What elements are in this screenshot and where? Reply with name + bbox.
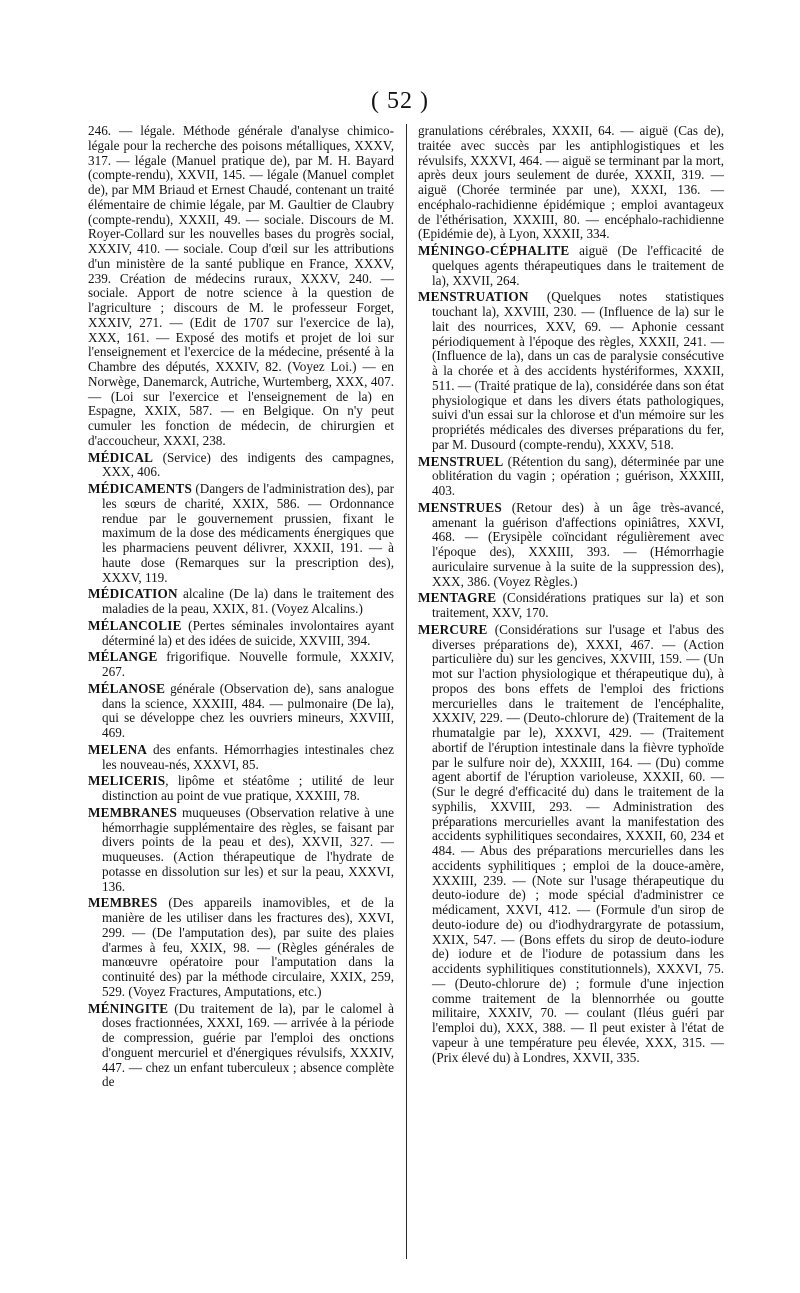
entry-headword: MÉDICAL — [88, 449, 154, 465]
index-entry — [88, 1002, 394, 1091]
entry-text: (Du traitement de la), par le calomel à doses fractionnées, XXXI, 169. — arrivée à la période de compression, guérie par l'emploi des onctions d'onguent mercuriel et d'énergiques révulsifs, XXXIV, 447. — chez un enfant tuberculeux ; absence complète de — [102, 1000, 394, 1090]
entry-text: , lipôme et stéatôme ; utilité de leur distinction au point de vue pratique, XXXIII, 78. — [102, 773, 394, 803]
right-column — [418, 124, 724, 1067]
entry-text: muqueuses (Observation relative à une hémorrhagie supplémentaire des règles, se faisant par divers points de la peau et des), XXVII, 327. — muqueuses. (Action thérapeutique de l'hydrate de potasse en dissolution sur les) et sur la peau, XXXVI, 136. — [102, 804, 394, 894]
entry-text: (Pertes séminales involontaires ayant déterminé la) et des idées de suicide, XXVIII, 394. — [102, 617, 394, 648]
index-entry — [418, 455, 724, 499]
index-entry — [418, 501, 724, 590]
entry-text: (Dangers de l'administration des), par les sœurs de charité, XXIX, 586. — Ordonnance rendue par le gouvernement prussien, fixant le maximum de la dose des médicaments énergiques que les pharmaciens peuvent délivrer, XXXII, 191. — à haute dose (Remarques sur la prescription des), XXXV, 119. — [102, 481, 394, 585]
entry-headword: MÉDICATION — [88, 586, 178, 602]
entry-headword: MENSTRUES — [418, 499, 502, 515]
entry-text: (Quelques notes statistiques touchant la), XXVIII, 230. — (Influence de la) sur le lait des nourrices, XXV, 69. — Aphonie cessant périodiquement à l'époque des règles, XXXII, 241. — (Influence de la), dans un cas de paralysie consécutive à la chorée et à des accidents hystériformes, XXXII, 511. — (Traité pratique de la), considérée dans son état physiologique et dans les divers états pathologiques, suivi d'un essai sur la chlorose et d'un mémoire sur les propriétés médicales des diverses préparations du fer, par M. Dusourd (compte-rendu), XXXV, 518. — [432, 289, 724, 452]
page-number: ( 52 ) — [371, 88, 429, 114]
entry-text: aiguë (De l'efficacité de quelques agents thérapeutiques dans le traitement de la), XXVII, 264. — [432, 243, 724, 288]
entry-text: alcaline (De la) dans le traitement des maladies de la peau, XXIX, 81. (Voyez Alcalins.) — [102, 586, 394, 616]
index-entry — [418, 124, 724, 242]
entry-headword: MENTAGRE — [418, 590, 497, 606]
entry-headword: MENSTRUATION — [418, 289, 529, 305]
index-entry — [88, 451, 394, 481]
entry-headword: MELICERIS — [88, 773, 166, 789]
left-column — [88, 124, 394, 1092]
entry-text: granulations cérébrales, XXXII, 64. — aiguë (Cas de), traitée avec succès par les antiphlogistiques et les révulsifs, XXXVI, 464. — aiguë se terminant par la mort, après deux jours seulement de durée, XXXII, 319. — aiguë (Chorée terminée par une), XXXI, 136. — encéphalo-rachidienne épidémique ; emploi avantageux de l'éthérisation, XXXIII, 80. — encéphalo-rachidienne (Epidémie de), à Lyon, XXXII, 334. — [418, 123, 724, 242]
entry-headword: MELENA — [88, 741, 148, 757]
index-entry — [418, 244, 724, 288]
entry-text: (Retour des) à un âge très-avancé, amenant la guérison d'affections opiniâtres, XXVI, 468. — (Erysipèle coïncidant régulièrement avec l'époque des), XXXIII, 393. — (Hémorrhagie auriculaire survenue à la suite de la suppression des), XXX, 386. (Voyez Règles.) — [432, 499, 724, 589]
entry-text: (Service) des indigents des campagnes, XXX, 406. — [102, 449, 394, 480]
index-entry — [418, 591, 724, 621]
index-entry — [88, 124, 394, 449]
entry-text: (Considérations pratiques sur la) et son traitement, XXV, 170. — [432, 590, 724, 620]
index-entry — [88, 682, 394, 741]
entry-text: (Considérations sur l'usage et l'abus des diverses préparations de), XXXI, 467. — (Action particulière du) sur les gencives, XXVIII, 159. — (Un mot sur l'action physiologique et thérapeutique du), à propos des bons effets de l'emploi des frictions mercurielles dans le traitement de l'encéphalite, XXXIV, 229. — (Deuto-chlorure de) (Traitement de la rhumatalgie par le), XXXVI, 429. — (Traitement abortif de l'éruption intestinale dans la fièvre typhoïde par le sulfure noir de), XXXIII, 164. — (Du) comme agent abortif de l'éruption varioleuse, XXXII, 60. — (Sur le degré d'efficacité du) dans le traitement de la syphilis, XXVIII, 293. — Administration des préparations mercurielles avant la manifestation des accidents syphilitiques secondaires, XXXII, 60, 234 et 484. — Abus des préparations mercurielles dans les accidents syphilitiques ; emploi de la douce-amère, XXXIII, 239. — (Note sur l'usage thérapeutique du deuto-iodure de) ; mode spécial d'administrer ce médicament, XXVI, 412. — (Formule d'un sirop de deuto-iodure de) ou d'iodhydrargyrate de potassium, XXIX, 547. — (Bons effets du sirop de deuto-iodure de) iodure et de l'iodure de potassium dans les accidents syphilitiques constitutionnels), XXXVI, 75. — (Deuto-chlorure de) ; formule d'une injection comme traitement de la blennorrhée ou goutte militaire, XXXIV, 70. — coulant (Iléus guéri par l'emploi du), XXX, 388. — Il peut exister à l'état de vapeur à une température peu élevée, XXX, 315. — (Prix élevé du) à Londres, XXVII, 335. — [432, 621, 724, 1065]
entry-headword: MÉLANGE — [88, 649, 158, 665]
index-entry — [88, 650, 394, 680]
entry-headword: MERCURE — [418, 621, 488, 637]
entry-text: (Rétention du sang), déterminée par une oblitération du vagin ; opération ; guérison, XXXIII, 403. — [432, 453, 724, 498]
index-entry — [88, 896, 394, 999]
index-entry — [88, 587, 394, 617]
entry-text: 246. — légale. Méthode générale d'analyse chimico-légale pour la recherche des poisons métalliques, XXXV, 317. — légale (Manuel pratique de), par M. H. Bayard (compte-rendu), XXVII, 145. — légale (Manuel complet de), par MM Briaud et Ernest Chaudé, contenant un traité élémentaire de chimie légale, par M. Gaultier de Claubry (compte-rendu), XXXII, 49. — sociale. Discours de M. Royer-Collard sur les nouvelles bases du progrès social, XXXIV, 410. — sociale. Coup d'œil sur les attributions d'un ministère de la santé publique en France, XXXV, 239. Création de médecins ruraux, XXXV, 240. — sociale. Apport de notre science à la question de l'agriculture ; discours de M. le professeur Forget, XXXIV, 271. — (Edit de 1707 sur l'exercice de la), XXX, 161. — Exposé des motifs et projet de loi sur l'enseignement et l'exercice de la médecine, présenté à la Chambre des députés, XXXIV, 82. (Voyez Loi.) — en Norwège, Danemarck, Autriche, Wurtemberg, XXX, 407. — (Loi sur l'exercice et l'enseignement de la) en Espagne, XXIX, 587. — en Belgique. On n'y peut cumuler les fonction de médecin, de chirurgien et d'accoucheur, XXXI, 238. — [88, 123, 394, 448]
entry-headword: MEMBRES — [88, 895, 158, 911]
index-entry — [88, 806, 394, 895]
entry-headword: MÉLANOSE — [88, 680, 166, 696]
column-divider — [406, 124, 407, 1259]
entry-text: des enfants. Hémorrhagies intestinales chez les nouveau-nés, XXXVI, 85. — [102, 741, 394, 772]
index-entry — [88, 743, 394, 773]
entry-headword: MEMBRANES — [88, 804, 177, 820]
entry-text: frigorifique. Nouvelle formule, XXXIV, 267. — [102, 649, 394, 679]
index-entry — [88, 482, 394, 585]
entry-text: générale (Observation de), sans analogue dans la science, XXXIII, 484. — pulmonaire (De la), qui se développe chez les ouvriers mineurs, XXVIII, 469. — [102, 680, 394, 740]
index-entry — [418, 623, 724, 1066]
entry-headword: MÉDICAMENTS — [88, 481, 193, 496]
entry-headword: MÉLANCOLIE — [88, 617, 182, 633]
index-entry — [418, 290, 724, 452]
entry-headword: MÉNINGO-CÉPHALITE — [418, 243, 570, 258]
entry-headword: MENSTRUEL — [418, 453, 504, 469]
index-entry — [88, 619, 394, 649]
index-entry — [88, 774, 394, 804]
entry-text: (Des appareils inamovibles, et de la manière de les utiliser dans les fractures des), XXVI, 299. — (De l'amputation des), par suite des plaies d'armes à feu, XXIX, 98. — (Règles générales de manœuvre opératoire pour l'amputation dans la continuité des) par la méthode circulaire, XXIX, 259, 529. (Voyez Fractures, Amputations, etc.) — [102, 895, 394, 999]
entry-headword: MÉNINGITE — [88, 1000, 169, 1016]
